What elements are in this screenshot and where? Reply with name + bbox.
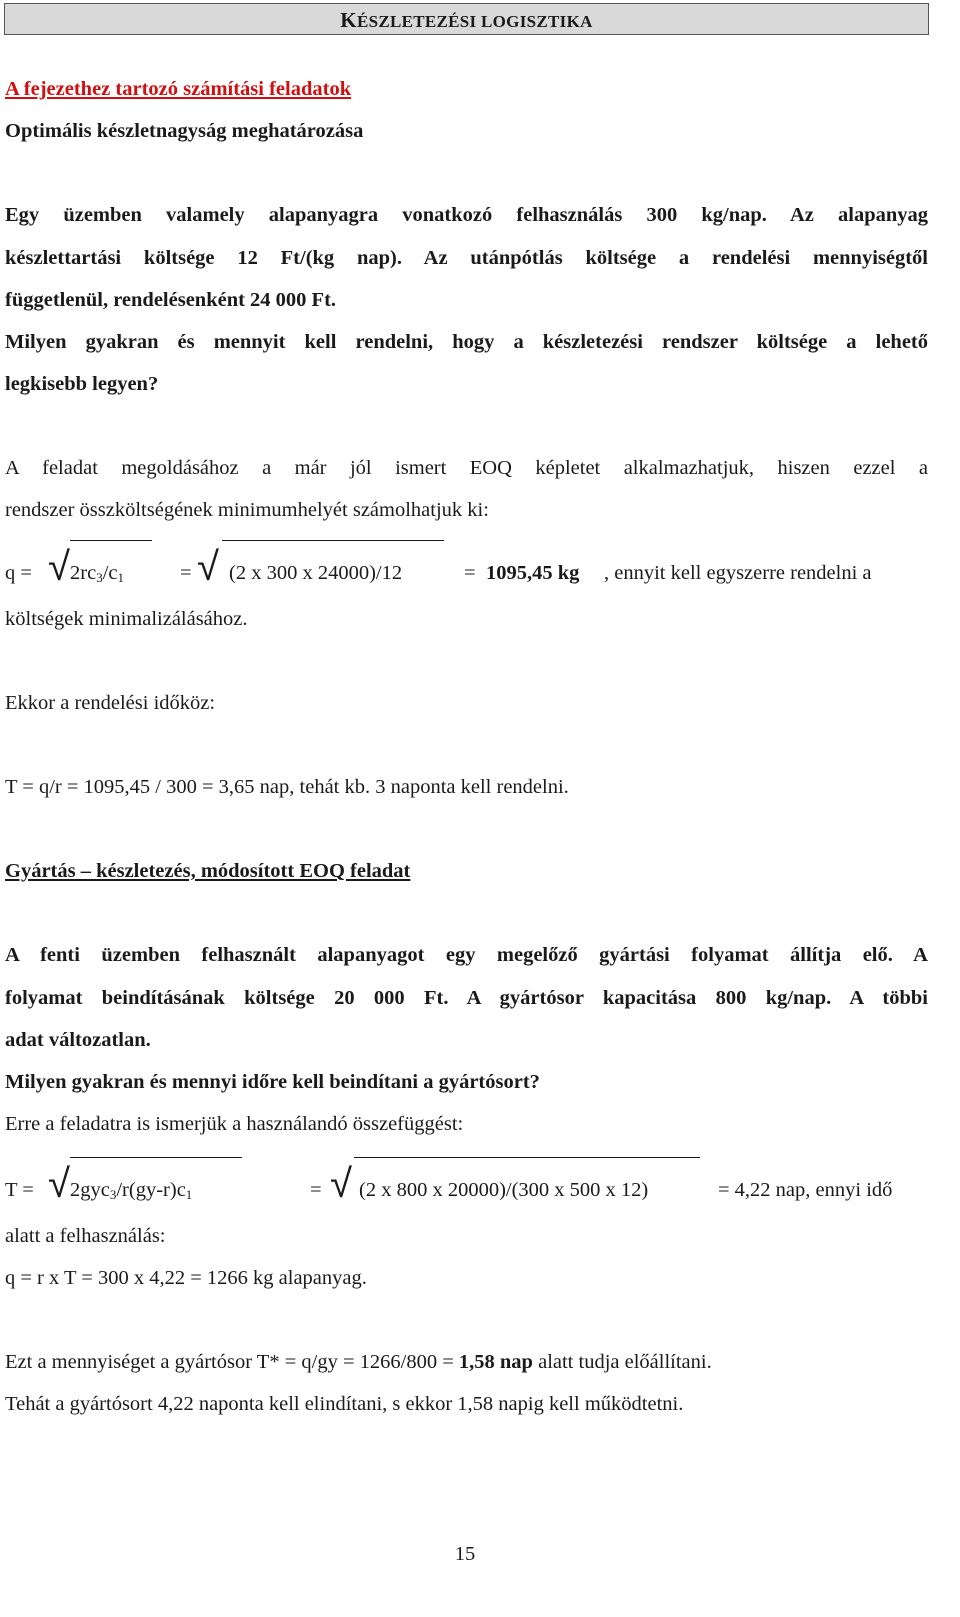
sqrt-bar	[70, 1157, 242, 1158]
subsection-title: Optimális készletnagyság meghatározása	[5, 120, 364, 142]
conclusion: Tehát a gyártósort 4,22 naponta kell elindítani, s ekkor 1,58 napig kell működtetni.	[5, 1393, 684, 1415]
formula-tail-line: költségek minimalizálásához.	[5, 608, 248, 630]
page-number: 15	[454, 1543, 476, 1565]
problem-line: függetlenül, rendelésenként 24 000 Ft.	[5, 289, 337, 311]
sqrt-sign: √	[48, 1161, 70, 1207]
question-line: Milyen gyakran és mennyi időre kell beindítani a gyártósort?	[5, 1071, 540, 1093]
interval-intro: Ekkor a rendelési időköz:	[5, 692, 216, 714]
section-title: Gyártás – készletezés, módosított EOQ feladat	[5, 860, 411, 882]
question-line: legkisebb legyen?	[5, 373, 159, 395]
formula-lhs: q =	[5, 562, 32, 584]
sqrt-sign: √	[48, 544, 70, 590]
formula-result-equals: =	[464, 562, 476, 584]
formula-equals: =	[180, 562, 192, 584]
formula-tail-line: alatt a felhasználás:	[5, 1225, 166, 1247]
sqrt-sign: √	[197, 544, 219, 590]
formula-tail: = 4,22 nap, ennyi idő	[718, 1179, 893, 1201]
intro-line: rendszer összköltségének minimumhelyét számolhatjuk ki:	[5, 499, 489, 521]
sqrt-bar	[354, 1157, 700, 1158]
header-initial: K	[340, 8, 357, 32]
formula-numeric: (2 x 300 x 24000)/12	[229, 562, 403, 584]
running-header	[4, 3, 929, 35]
production-time-value: 1,58 nap	[458, 1351, 533, 1373]
formula-expression: $2gyc_3/r(gy-r)c_1$	[70, 1179, 193, 1202]
problem-line: Egy üzemben valamely alapanyagra vonatkozó felhasználás 300 kg/nap. Az alapanyag	[5, 204, 928, 226]
quantity-result: q = r x T = 300 x 4,22 = 1266 kg alapanyag.	[5, 1267, 367, 1289]
sqrt-sign: √	[330, 1161, 352, 1207]
question-line: Milyen gyakran és mennyit kell rendelni, hogy a készletezési rendszer költsége a lehető	[5, 331, 928, 353]
sqrt-bar	[222, 540, 444, 541]
problem-line: folyamat beindításának költsége 20 000 Ft. A gyártósor kapacitása 800 kg/nap. A többi	[5, 987, 928, 1009]
formula-numeric: (2 x 800 x 20000)/(300 x 500 x 12)	[359, 1179, 649, 1201]
header-text: ÉSZLETEZÉSI LOGISZTIKA	[356, 12, 593, 31]
sqrt-bar	[70, 540, 152, 541]
formula-tail: , ennyit kell egyszerre rendelni a	[604, 562, 872, 584]
section-title: A fejezethez tartozó számítási feladatok	[5, 78, 352, 100]
interval-result: T = q/r = 1095,45 / 300 = 3,65 nap, tehát kb. 3 naponta kell rendelni.	[5, 776, 569, 798]
intro-line: A feladat megoldásához a már jól ismert EOQ képletet alkalmazhatjuk, hiszen ezzel a	[5, 457, 928, 479]
intro-line: Erre a feladatra is ismerjük a használandó összefüggést:	[5, 1113, 464, 1135]
formula-result: 1095,45 kg	[486, 562, 580, 584]
formula-lhs: T =	[5, 1179, 34, 1201]
formula-expression: $2rc_3/c_1$	[70, 562, 124, 585]
production-time: Ezt a mennyiséget a gyártósor T* = q/gy = 1266/800 = 1,58 nap alatt tudja előállítani.	[5, 1351, 712, 1373]
problem-line: adat változatlan.	[5, 1029, 151, 1051]
problem-line: készlettartási költsége 12 Ft/(kg nap). Az utánpótlás költsége a rendelési mennyiségtől	[5, 247, 928, 269]
problem-line: A fenti üzemben felhasznált alapanyagot egy megelőző gyártási folyamat állítja elő. A	[5, 944, 928, 966]
formula-equals: =	[310, 1179, 322, 1201]
